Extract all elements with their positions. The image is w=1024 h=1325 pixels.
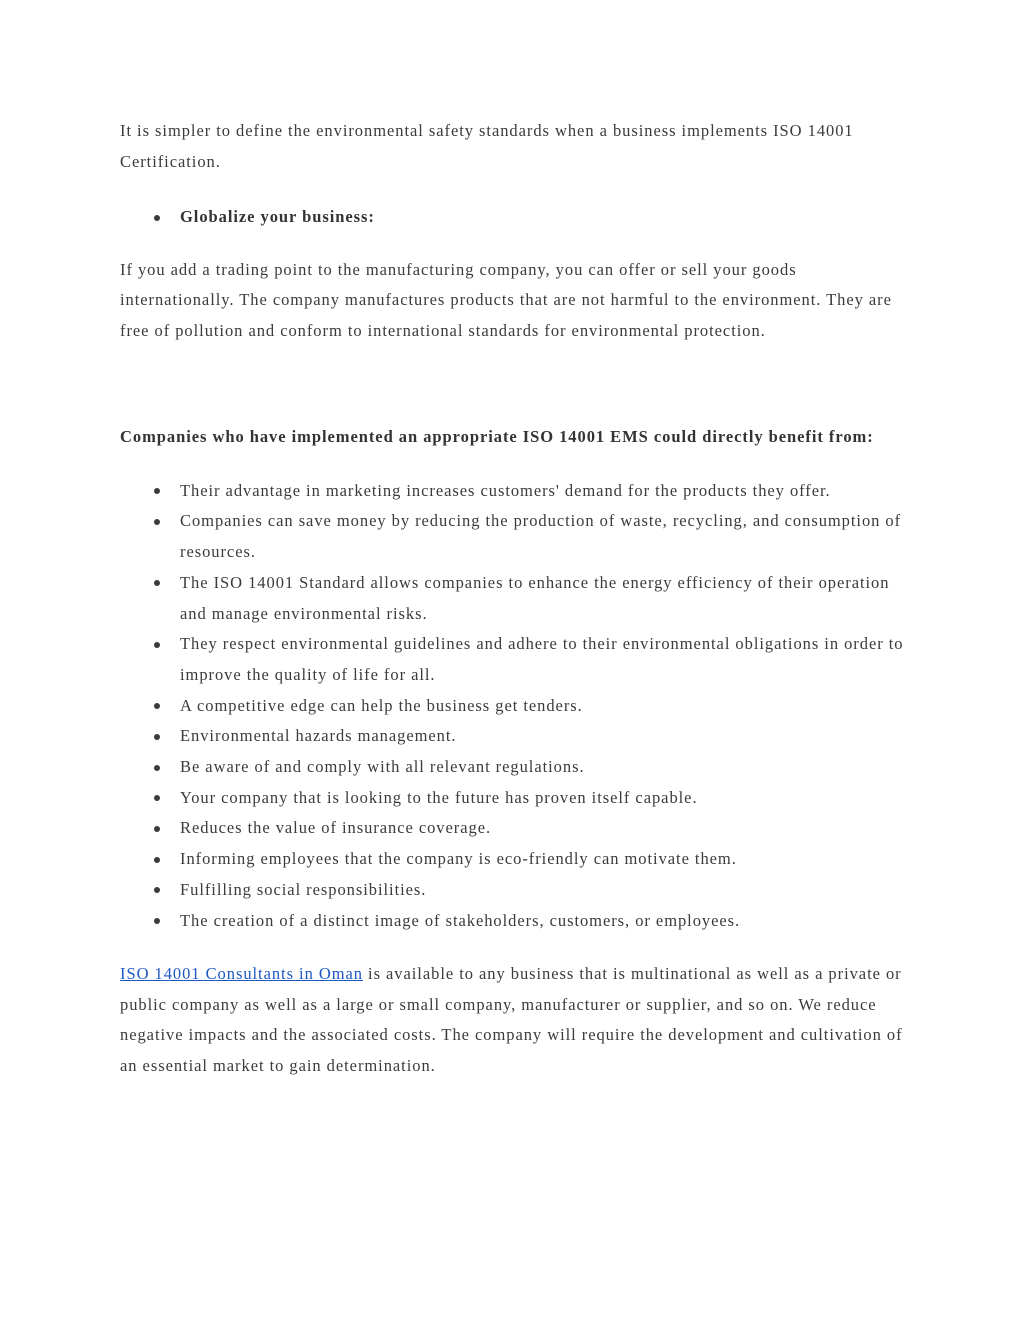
benefit-item: They respect environmental guidelines and adhere to their environmental obligations in order to improve the quality of life for all. [120, 629, 910, 690]
benefits-heading: Companies who have implemented an appropriate ISO 14001 EMS could directly benefit from: [120, 427, 874, 447]
benefit-item: Their advantage in marketing increases customers' demand for the products they offer. [120, 476, 910, 507]
closing-text: is available to any business that is multinational as well as a private or public company as well as a large or small company, manufacturer or supplier, and so on. We reduce negative impacts and the associated costs. The company will require the development and cultivation of an essential market to gain determination. [120, 964, 903, 1075]
intro-paragraph: It is simpler to define the environmental safety standards when a business implements ISO 14001 Certification. [120, 121, 854, 171]
benefit-item: Be aware of and comply with all relevant regulations. [120, 752, 910, 783]
document-page [120, 116, 910, 1081]
iso-consultants-oman-link[interactable]: ISO 14001 Consultants in Oman [120, 964, 363, 984]
benefit-item: Environmental hazards management. [120, 721, 910, 752]
globalize-list [120, 202, 910, 233]
benefit-item: Your company that is looking to the future has proven itself capable. [120, 783, 910, 814]
benefit-item: The creation of a distinct image of stakeholders, customers, or employees. [120, 906, 910, 937]
benefit-item: Fulfilling social responsibilities. [120, 875, 910, 906]
benefits-list [120, 476, 910, 937]
benefit-item: Informing employees that the company is eco-friendly can motivate them. [120, 844, 910, 875]
benefit-item: Companies can save money by reducing the production of waste, recycling, and consumption of resources. [120, 506, 910, 567]
benefit-item: The ISO 14001 Standard allows companies to enhance the energy efficiency of their operation and manage environmental risks. [120, 568, 910, 629]
benefit-item: A competitive edge can help the business get tenders. [120, 691, 910, 722]
closing-paragraph [120, 959, 910, 1081]
benefit-item: Reduces the value of insurance coverage. [120, 813, 910, 844]
globalize-paragraph: If you add a trading point to the manufacturing company, you can offer or sell your goods internationally. The company manufactures products that are not harmful to the environment. They are free of pollution and conform to international standards for environmental protection. [120, 259, 892, 340]
globalize-heading: Globalize your business: [120, 202, 910, 233]
